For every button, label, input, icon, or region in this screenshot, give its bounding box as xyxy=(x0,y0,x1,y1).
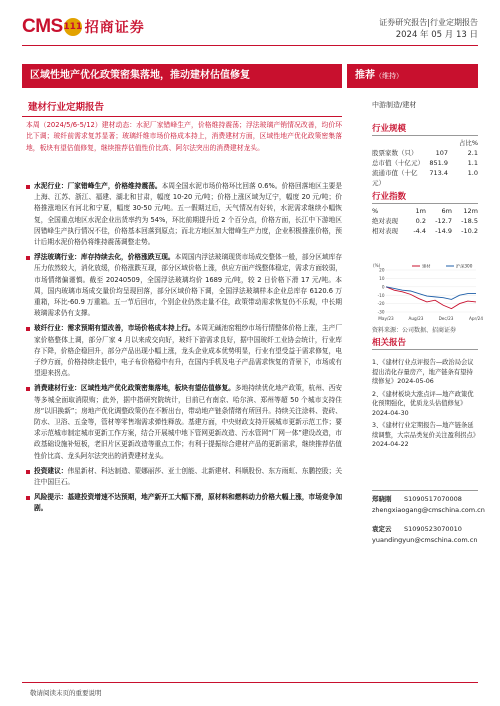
index-chart xyxy=(372,262,483,322)
scale-section-title: 行业规模 xyxy=(372,124,407,134)
legend-label: 建材 xyxy=(422,263,431,269)
series-line xyxy=(386,287,476,309)
report-date: 2024 年 05 月 13 日 xyxy=(395,30,478,40)
index-divider xyxy=(372,203,478,204)
table-row: 流通市值（十亿元） 713.4 1.0 xyxy=(372,169,478,187)
analyst-divider xyxy=(372,490,478,491)
legend-label: 沪深300 xyxy=(456,263,473,269)
analyst-name: 郑晓刚 xyxy=(372,495,392,503)
logo-cn-text: 招商证券 xyxy=(84,20,145,36)
scale-header-row: 占比% xyxy=(458,139,478,147)
chart-source: 资料来源：公司数据、招商证券 xyxy=(372,327,457,334)
logo-cms-text: CMS xyxy=(22,16,63,37)
table-row: 股票家数（只） 107 2.1 xyxy=(372,149,478,157)
table-row: 总市值（十亿元） 851.9 1.1 xyxy=(372,159,478,167)
scale-table xyxy=(372,138,478,187)
body-column xyxy=(26,181,342,519)
header-meta xyxy=(379,16,478,42)
logo-mark-icon: 111 xyxy=(64,18,82,36)
x-tick-label: May/23 xyxy=(378,316,394,321)
y-tick-label: -10 xyxy=(377,292,385,298)
subtitle-divider xyxy=(22,116,342,117)
footer-note: 敬请阅读末页的重要说明 xyxy=(30,689,102,697)
related-report-item[interactable]: 2、《建材板块大涨点评—地产政策优化预期强化，优质龙头估值修复》2024-04-30 xyxy=(372,390,474,417)
analyst-sac: S1090517070008 xyxy=(404,495,462,503)
bullet-risk-warning: 风险提示：基建投资增速不达预期，地产新开工大幅下滑，原材料和燃料动力价格大幅上涨，市场竞争加剧。 xyxy=(26,492,342,514)
index-chart-svg xyxy=(372,262,483,322)
y-unit-label: (%) xyxy=(373,263,381,268)
bullet-investment-advice: 投资建议：伟星新材、科达制造、蒙娜丽莎、亚士创能、北新建材、科顺股份、东方雨虹、东鹏控股；关注中国巨石。 xyxy=(26,466,342,488)
y-tick-label: 0 xyxy=(381,284,385,290)
rating-label: 推荐 xyxy=(355,70,375,81)
analyst-email[interactable]: yuandingyun@cmschina.com.cn xyxy=(372,536,478,544)
related-divider xyxy=(372,349,478,350)
header-divider xyxy=(22,45,478,46)
bullet-consumer-materials: 消费建材行业：区域性地产优化政策密集落地，板块有望估值修复。多地持续优化地产政策，杭州、西安等多城全面取消限购；此外，据中指研究院统计，目前已有南京、哈尔滨、郑州等超 50 个城市支持住房“以旧换新”；房地产优化调整政策仍在不断出台，带动地产链条情绪有所回升。持续关注涂料、瓷砖、防水、卫浴、五金等，管材等零售端需求弹性释放。基建方面，中央财政支持开展城市更新示范工作；要求示范城市制定城市更新工作方案，结合开展城中地下管网更新改造、污水管网“厂网一体”建设改造，市政基础设施补短板，老旧片区更新改造等重点工作；有利于提振综合建材产品的更新需求，继续推荐估值性价比高、龙头阿尔法突出的消费建材龙头。 xyxy=(26,383,342,461)
x-tick-label: Aug/23 xyxy=(408,316,424,321)
related-reports-list xyxy=(372,358,478,453)
analyst-2 xyxy=(372,524,478,544)
analyst-email[interactable]: zhengxiaogang@cmschina.com.cn xyxy=(372,506,485,514)
footer-divider xyxy=(22,682,478,683)
bullet-fiberglass: 玻纤行业：需求预期有望改善，市场价格成本持上行。本周无碱池窑粗纱市场行情整体价格上涨，主产厂家价格整体上调，部分厂家 4 月以来成交向好，玻纤下游需求良好，据中国玻纤工业协会统计，行业库存下降，价格企稳回升，部分产品出现小幅上涨，龙头企业成本优势明显，行业有望受益于需求修复，电子纱方面，价格持续走低中，电子布价格稳中有升，在国内手机及电子产品需求恢复的背景下，市场或有望迎来拐点。 xyxy=(26,323,342,379)
x-tick-label: Apr/24 xyxy=(469,316,483,321)
y-tick-label: -20 xyxy=(377,301,385,307)
related-section-title: 相关报告 xyxy=(372,338,407,348)
industry-tag: 中游制造/建材 xyxy=(372,101,417,109)
report-subtitle: 建材行业定期报告 xyxy=(28,102,105,113)
report-title: 区域性地产优化政策密集落地，推动建材估值修复 xyxy=(22,64,342,88)
y-tick-label: 10 xyxy=(379,276,385,281)
table-row: 相对表现 -4.4 -14.9 -10.2 xyxy=(372,227,478,235)
rating-sub: （维持） xyxy=(375,72,403,80)
summary-paragraph: 本周（2024/5/6-5/12）建材动态：水泥厂家错峰生产，价格维持震荡；浮法玻璃产销情况改善，均价环比下调；玻纤前需求复苏显著；玻璃纤维市场价格成本持上，消费建材方面，区域性地产优化政策密集落地，板块有望估值修复，继续推荐估值性价比高、阿尔法突出的消费建材龙头。 xyxy=(26,121,342,152)
analyst-name: 袁定云 xyxy=(372,525,392,533)
index-section-title: 行业指数 xyxy=(372,192,407,202)
index-table xyxy=(372,206,478,236)
bullet-cement: 水泥行业：厂家错峰生产，价格维持震荡。本周全国水泥市场价格环比回落 0.6%。价格回落地区主要是上海、江苏、浙江、福建、湖北和甘肃，幅度 10-20 元/吨；价格上涨区域为辽宁，幅度 20 元/吨；价格推涨地区有河北和宁夏，幅度 30-50 元/吨。五一假期过后，天气情况有好转，水泥需求继续小幅恢复，全国重点地区水泥企业出货率约为 54%，环比前期提升近 2 个百分点，价格方面，长江中下游地区因错峰生产执行情况不佳，价格基本回落到原点；而北方地区加大错峰生产力度，企业积极推涨价格，预计后期水泥价格仍将维持震荡调整走势。 xyxy=(26,181,342,248)
series-line xyxy=(386,287,476,300)
analyst-sac: S1090523070010 xyxy=(404,525,462,533)
bullet-float-glass: 浮法玻璃行业：库存持续去化，价格涨跌互现。本周国内浮法玻璃现货市场成交整体一般，部分区域库存压力依然较大，消化放缓，价格涨跌互现，部分区域价格上涨，供应方面产线整体稳定，需求方面较弱，市场情绪偏谨慎。截至 20240509，全国浮法玻璃均价 1689 元/吨，较 2 日价格下滑 17 元/吨。本周，国内玻璃市场成交量价均呈现回落，部分区域价格下调，全国浮法玻璃样本企业总库存 6120.6 万重箱，环比-60.9 万重箱。五一节后回市，个别企业仍然走量不佳，政策带动需求恢复仍不乐观，中长期玻璃需求仍有支撑。 xyxy=(26,252,342,319)
doc-type: 证券研究报告|行业定期报告 xyxy=(379,18,478,27)
rating-banner xyxy=(347,64,478,88)
company-logo xyxy=(22,16,145,38)
table-row: 绝对表现 0.2 -12.7 -18.5 xyxy=(372,217,478,225)
x-tick-label: Dec/23 xyxy=(438,316,454,321)
analyst-1 xyxy=(372,494,485,514)
y-tick-label: 20 xyxy=(379,267,385,273)
y-tick-label: -30 xyxy=(377,309,385,315)
related-report-item[interactable]: 1、《建材行业点评报告—政治局会议提出消化存量房产，地产链条有望持续修复》2024-05-06 xyxy=(372,359,474,385)
index-header-row: % 1m 6m 12m xyxy=(372,207,478,215)
scale-divider xyxy=(372,135,478,136)
related-report-item[interactable]: 3、《建材行业定期报告—地产链条延续调整，大宗品类复价关注盈利拐点》2024-04-22 xyxy=(372,422,476,448)
